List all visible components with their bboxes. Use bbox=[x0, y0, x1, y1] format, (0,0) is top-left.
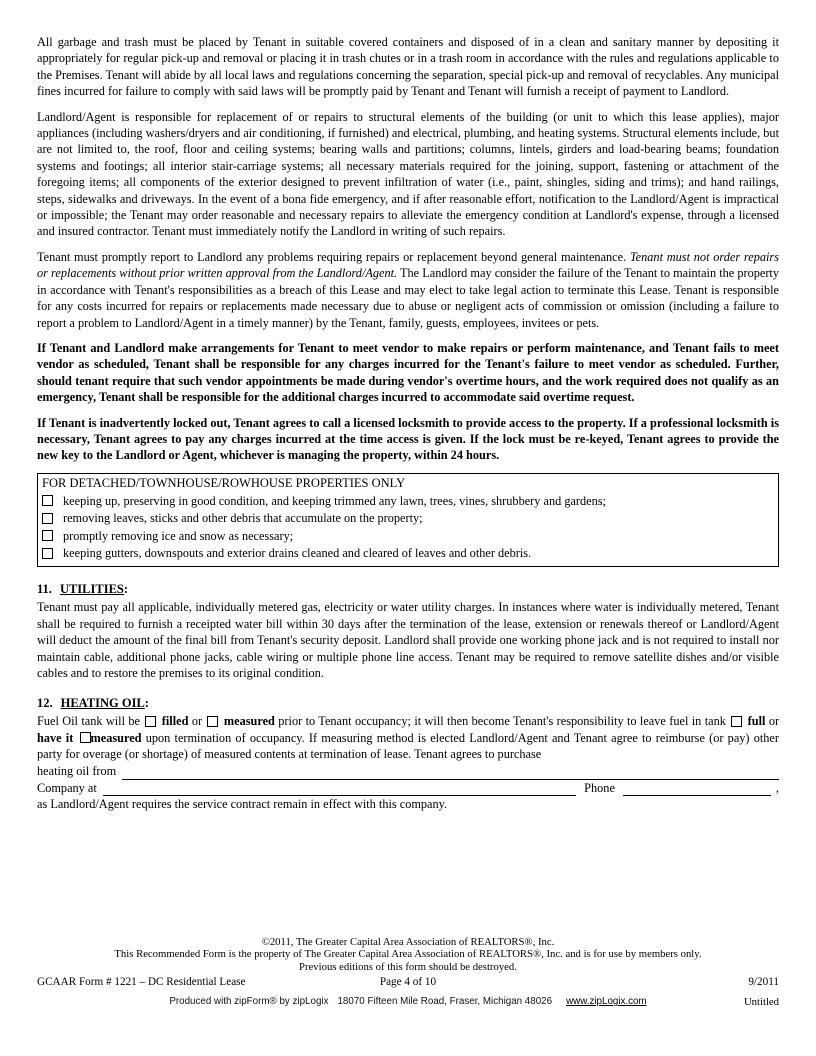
checkbox-tank-measured[interactable] bbox=[207, 716, 218, 727]
company-name-blank[interactable] bbox=[103, 782, 576, 796]
company-phone-row bbox=[37, 780, 779, 797]
or-text: or bbox=[768, 714, 780, 729]
paragraph-vendor-appointments: If Tenant and Landlord make arrangements for Tenant to meet vendor to make repairs or perform maintenance, and Tenant fails to meet vendor as scheduled, Tenant shall be responsible for any charges incurred for the Tenant's failure to meet vendor as scheduled. Further, should tenant require that such vendor appointments be made during vendor's overtime hours, and the work required does not qualify as an emergency, Tenant shall be responsible for the additional charges incurred to accommodate said overtime request. bbox=[37, 340, 779, 405]
produced-by-row bbox=[37, 996, 779, 1007]
or-text: or bbox=[191, 714, 203, 729]
list-item bbox=[42, 493, 772, 509]
section-heading-utilities bbox=[37, 582, 779, 597]
measured-label: measured bbox=[223, 714, 275, 729]
document-title: Untitled bbox=[743, 996, 779, 1009]
heating-oil-text: prior to Tenant occupancy; it will then become Tenant's responsibility to leave fuel in tank bbox=[278, 714, 726, 729]
checkbox-removing-ice-snow[interactable] bbox=[42, 530, 53, 541]
section-heading-heating-oil bbox=[37, 696, 779, 711]
report-italic-clause: Tenant must not order repairs or replacements without prior written approval from the Landlord/Agent. bbox=[37, 249, 779, 281]
checkbox-keeping-lawn[interactable] bbox=[42, 495, 53, 506]
company-at-label: Company at bbox=[37, 780, 97, 795]
paragraph-garbage-disposal: All garbage and trash must be placed by Tenant in suitable covered containers and disposed of in a clean and sanitary manner by depositing it appropriately for regular pick-up and removal or placing it in trash chutes or in a trash room in accordance with the rules and regulations applicable to the Premises. Tenant will abide by all local laws and regulations concerning the separation, special pick-up and removal of recyclables. Any municipal fines incurred for failure to comply with said laws will be promptly paid by Tenant and Tenant will furnish a receipt of payment to Landlord. bbox=[37, 35, 779, 99]
trailing-comma: , bbox=[775, 780, 779, 795]
filled-label: filled bbox=[161, 714, 189, 729]
full-label: full bbox=[747, 714, 766, 729]
heating-from-label: heating oil from bbox=[37, 763, 117, 778]
revision-date: 9/2011 bbox=[748, 976, 779, 989]
produced-by-text: Produced with zipForm® by zipLogix bbox=[169, 996, 329, 1008]
paragraph-tenant-report bbox=[37, 249, 779, 331]
list-item bbox=[42, 528, 772, 544]
heating-oil-text: Fuel Oil tank will be bbox=[37, 714, 141, 729]
report-lead-text: Tenant must promptly report to Landlord any problems requiring repairs or replacement beyond general maintenance. bbox=[37, 249, 630, 264]
have-it-label: have it bbox=[37, 730, 74, 745]
heating-oil-text: upon termination of occupancy. If measuring method is elected Landlord/Agent and Tenant agree to reimburse (or pay) other party for overage (or shortage) of measured contents at termination of lease. Tenant agrees to purchase bbox=[37, 730, 779, 762]
heating-oil-supplier-row bbox=[37, 763, 779, 780]
properties-box-title: FOR DETACHED/TOWNHOUSE/ROWHOUSE PROPERTIES ONLY bbox=[42, 475, 406, 490]
phone-label: Phone bbox=[584, 780, 615, 795]
heating-oil-supplier-blank[interactable] bbox=[122, 766, 779, 780]
checkbox-leave-measured[interactable] bbox=[80, 732, 91, 743]
report-rest-text: The Landlord may consider the failure of the Tenant to maintain the property in accordance with Tenant's responsibilities as a breach of this Lease and may elect to take legal action to terminate this Lease. Tenant is responsible for any costs incurred for repairs or replacements made necessary due to abuse or negligent acts of commission or omission (including a failure to report a problem to Landlord/Agent in a timely manner) by the Tenant, family, guests, employees, invitees or pets. bbox=[37, 266, 779, 330]
section-title: HEATING OIL bbox=[60, 696, 145, 711]
section-colon: : bbox=[123, 582, 129, 597]
document-body bbox=[37, 34, 779, 822]
checkbox-removing-leaves[interactable] bbox=[42, 513, 53, 524]
checkbox-label: removing leaves, sticks and other debris that accumulate on the property; bbox=[63, 511, 423, 526]
detached-properties-box bbox=[37, 473, 779, 568]
checkbox-label: keeping up, preserving in good condition, and keeping trimmed any lawn, trees, vines, shrubbery and gardens; bbox=[63, 493, 606, 508]
checkbox-label: keeping gutters, downspouts and exterior drains cleaned and cleared of leaves and other debris. bbox=[63, 545, 532, 560]
section-number: 12. bbox=[37, 696, 53, 711]
page-footer bbox=[37, 936, 779, 1007]
copyright-line-2: This Recommended Form is the property of The Greater Capital Area Association of REALTORS®, Inc. and is for use by members only. bbox=[114, 948, 702, 961]
ziplogix-link[interactable]: www.zipLogix.com bbox=[566, 996, 647, 1008]
paragraph-heating-oil bbox=[37, 713, 779, 762]
list-item bbox=[42, 545, 772, 561]
copyright-line-3: Previous editions of this form should be destroyed. bbox=[299, 960, 517, 973]
copyright-line-1: ©2011, The Greater Capital Area Association of REALTORS®, Inc. bbox=[261, 936, 555, 948]
page-indicator: Page 4 of 10 bbox=[379, 976, 437, 989]
phone-number-blank[interactable] bbox=[623, 782, 771, 796]
form-id: GCAAR Form # 1221 – DC Residential Lease bbox=[37, 976, 246, 989]
checkbox-tank-filled[interactable] bbox=[145, 716, 156, 727]
service-contract-text: as Landlord/Agent requires the service contract remain in effect with this company. bbox=[37, 797, 448, 812]
form-meta-row bbox=[37, 976, 779, 988]
section-title: UTILITIES bbox=[59, 582, 124, 597]
measured-label: measured bbox=[90, 730, 142, 745]
section-number: 11. bbox=[37, 582, 52, 597]
paragraph-structural-repairs: Landlord/Agent is responsible for replacement of or repairs to structural elements of the building (or unit to which this lease applies), major appliances (including washers/dryers and air conditioning, if furnished) and electrical, plumbing, and heating systems. Structural elements include, but are not limited to, the roof, floor and ceiling systems; bearing walls and partitions; columns, lintels, girders and load-bearing beams; foundation systems and footings; all interior stair-carriage systems; all necessary materials required for the joining, support, fastening or attachment of the foregoing items; all components of the exterior designed to prevent infiltration of water (i.e., paint, shingles, siding and trims); and hand railings, steps, sidewalks and driveways. In the event of a bona fide emergency, and if after reasonable effort, notification to the Landlord/Agent is impractical or impossible; the Tenant may order reasonable and necessary repairs to alleviate the emergency condition at Landlord's expense, through a licensed and insured contractor. Tenant must immediately notify the Landlord in writing of such repairs. bbox=[37, 109, 779, 239]
paragraph-lockout: If Tenant is inadvertently locked out, Tenant agrees to call a licensed locksmith to provide access to the property. If a professional locksmith is necessary, Tenant agrees to pay any charges incurred at the time access is given. If the lock must be re-keyed, Tenant agrees to provide the new key to the Landlord or Agent, whichever is managing the property, within 24 hours. bbox=[37, 415, 779, 463]
checkbox-label: promptly removing ice and snow as necessary; bbox=[63, 528, 294, 543]
section-colon: : bbox=[144, 696, 149, 711]
paragraph-utilities: Tenant must pay all applicable, individually metered gas, electricity or water utility charges. In instances where water is individually metered, Tenant shall be required to furnish a receipted water bill within 30 days after the termination of the lease, extension or renewals thereof or Landlord/Agent will deduct the amount of the final bill from Tenant's security deposit. Landlord shall provide one working phone jack and is not required to install nor maintain cable, additional phone jacks, cable wiring or multiple phone line access. Tenant may be required to remove satellite dishes and/or visible cables and to restore the premises to its original condition. bbox=[37, 600, 779, 680]
list-item bbox=[42, 510, 772, 526]
checkbox-leave-full[interactable] bbox=[731, 716, 742, 727]
producer-address: 18070 Fifteen Mile Road, Fraser, Michigan 48026 bbox=[337, 996, 553, 1008]
checkbox-keeping-gutters[interactable] bbox=[42, 548, 53, 559]
